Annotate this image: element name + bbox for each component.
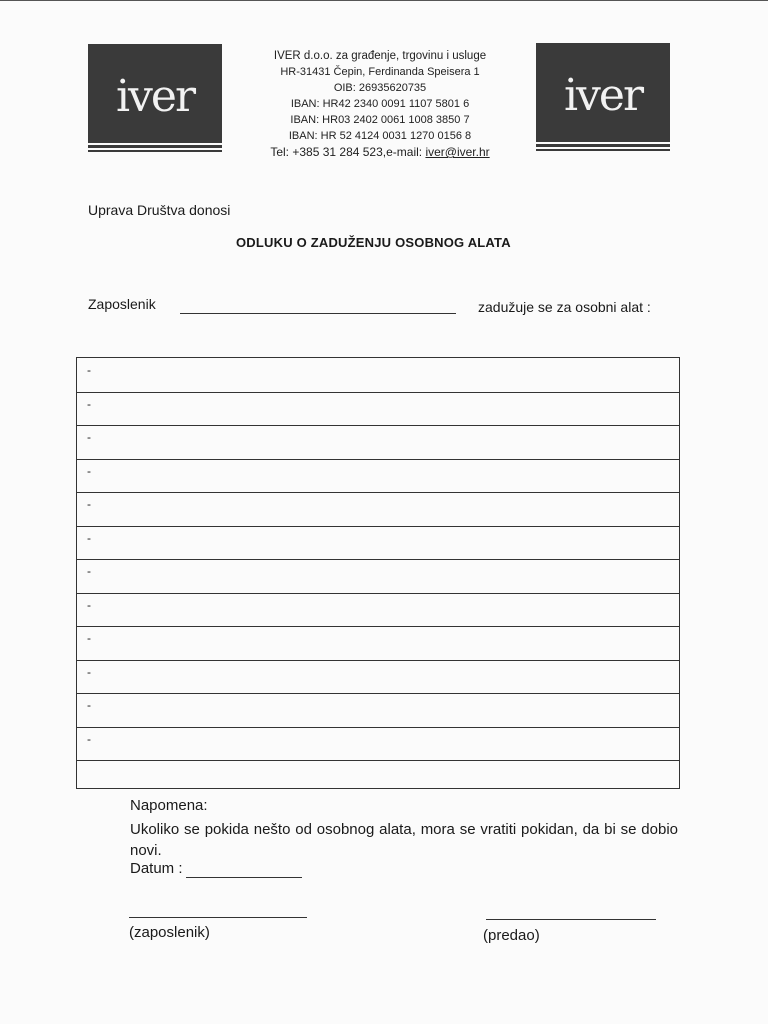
tool-row[interactable]: -: [87, 464, 91, 478]
date-label: Datum :: [130, 860, 183, 877]
company-iban: IBAN: HR03 2402 0061 1008 3850 7: [290, 114, 470, 126]
logo-stripe: [88, 150, 222, 152]
tool-row-divider: [77, 593, 679, 594]
tool-row-divider: [77, 693, 679, 694]
employee-label: Zaposlenik: [88, 296, 156, 312]
tool-row[interactable]: -: [87, 430, 91, 444]
company-email-link[interactable]: iver@iver.hr: [425, 145, 490, 159]
issuer-signature-line[interactable]: [486, 919, 656, 920]
tool-row[interactable]: -: [87, 598, 91, 612]
tool-row[interactable]: -: [87, 397, 91, 411]
employee-signature-label: (zaposlenik): [129, 924, 210, 941]
employee-name-field[interactable]: [180, 313, 456, 314]
tool-row-divider: [77, 559, 679, 560]
company-iban: IBAN: HR42 2340 0091 1107 5801 6: [290, 98, 470, 110]
logo-stripe: [536, 149, 670, 151]
company-contact: [240, 144, 520, 160]
tool-row-divider: [77, 660, 679, 661]
employee-suffix: zadužuje se za osobni alat :: [478, 299, 651, 315]
tool-row-divider: [77, 727, 679, 728]
note-text: Ukoliko se pokida nešto od osobnog alata, mora se vratiti pokidan, da bi se dobio novi.: [130, 821, 678, 859]
date-field[interactable]: [186, 877, 302, 878]
tool-row[interactable]: -: [87, 732, 91, 746]
logo-text: iver: [563, 69, 642, 121]
issuer-signature-label: (predao): [483, 927, 540, 944]
tool-row-divider: [77, 760, 679, 761]
logo-stripe: [88, 145, 222, 148]
company-oib: OIB: 26935620735: [333, 82, 427, 94]
employee-signature-line[interactable]: [129, 917, 307, 918]
tool-row[interactable]: -: [87, 363, 91, 377]
tool-row-divider: [77, 526, 679, 527]
tool-row-divider: [77, 459, 679, 460]
logo-box: [536, 43, 670, 142]
iver-logo-left: [88, 44, 222, 154]
tool-row[interactable]: -: [87, 631, 91, 645]
note-heading: Napomena:: [130, 797, 208, 814]
company-phone: Tel: +385 31 284 523,e-mail:: [270, 145, 426, 159]
tool-row[interactable]: -: [87, 497, 91, 511]
logo-stripe: [536, 144, 670, 147]
intro-text: Uprava Društva donosi: [88, 202, 231, 218]
tool-row-divider: [77, 492, 679, 493]
company-info: [240, 48, 520, 160]
page-top-edge: [0, 0, 768, 1]
logo-box: [88, 44, 222, 143]
tool-row[interactable]: -: [87, 665, 91, 679]
company-address: HR-31431 Čepin, Ferdinanda Speisera 1: [280, 66, 480, 78]
iver-logo-right: [536, 43, 670, 153]
tool-row-divider: [77, 392, 679, 393]
tool-row[interactable]: -: [87, 531, 91, 545]
tool-row[interactable]: -: [87, 698, 91, 712]
logo-text: iver: [115, 70, 194, 122]
tool-list-table: [76, 357, 680, 789]
tool-row[interactable]: -: [87, 564, 91, 578]
tool-row-divider: [77, 626, 679, 627]
document-title: ODLUKU O ZADUŽENJU OSOBNOG ALATA: [236, 235, 511, 250]
company-name: IVER d.o.o. za građenje, trgovinu i usluge: [273, 50, 487, 62]
tool-row-divider: [77, 425, 679, 426]
company-iban: IBAN: HR 52 4124 0031 1270 0156 8: [288, 130, 472, 142]
